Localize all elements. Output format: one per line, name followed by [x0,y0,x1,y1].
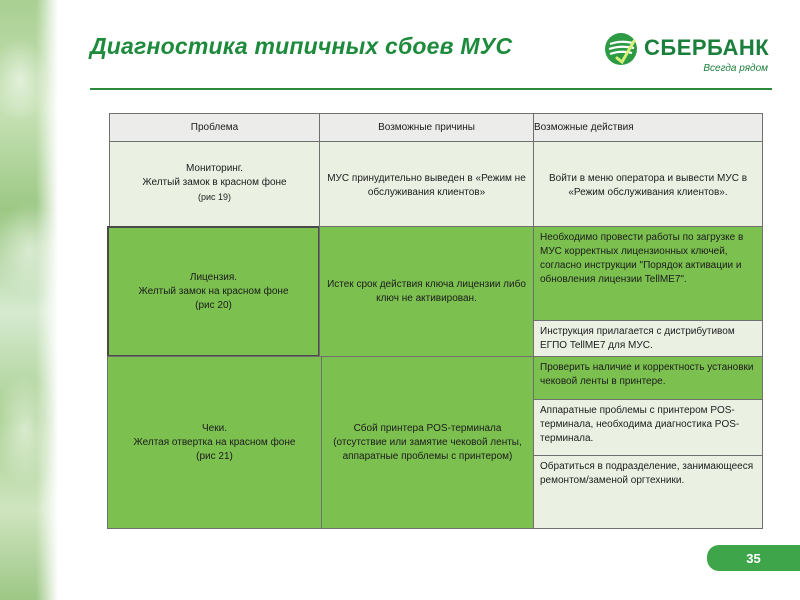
logo-slogan: Всегда рядом [703,63,768,74]
page-number-badge [707,545,800,571]
sberbank-logo [604,32,774,80]
row3-action-3-text: Обратиться в подразделение, занимающееся ремонтом/заменой оргтехники. [540,461,754,486]
header-problem-label: Проблема [190,121,239,133]
row2-action-1-text: Необходимо провести работы по загрузке в МУС корректных лицензионных ключей, согласно инструкции "Порядок активации и обновления лицензии TellME7". [540,232,744,285]
row3-problem-line1: Чеки. [202,422,227,434]
row1-action-text: Войти в меню оператора и вывести МУС в «Режим обслуживания клиентов». [548,173,748,198]
row3-action-1-text: Проверить наличие и корректность установки чековой ленты в принтере. [540,362,754,387]
row1-action [533,141,763,227]
decorative-side-image [0,0,58,600]
title-divider [90,88,772,90]
logo-name: СБЕРБАНК [644,35,770,60]
header-causes-label: Возможные причины [378,121,475,133]
row1-cause-text: МУС принудительно выведен в «Режим не обслуживания клиентов» [327,173,526,198]
row1-problem-line1: Мониторинг. [185,163,244,174]
row3-problem-line2: Желтая отвертка на красном фоне [133,436,296,448]
row2-cause [319,226,534,357]
row2-action-1 [533,226,763,321]
row2-action-2 [533,320,763,357]
row3-problem-line3: (рис 21) [196,450,233,462]
row2-action-2-text: Инструкция прилагается с дистрибутивом ЕГПО TellME7 для МУС. [540,326,735,351]
header-actions [533,113,763,142]
row3-action-2 [533,399,763,456]
row1-problem [109,141,320,227]
row1-problem-line2: Желтый замок в красном фоне [142,177,287,188]
row2-problem [107,226,320,357]
header-causes [319,113,534,142]
row3-action-2-text: Аппаратные проблемы с принтером POS-терминала, необходима диагностика POS-терминала. [540,405,740,444]
header-actions-label: Возможные действия [534,121,634,133]
row2-problem-line2: Желтый замок на красном фоне [138,285,289,297]
row2-cause-text: Истек срок действия ключа лицензии либо ключ не активирован. [327,278,526,304]
row3-cause [321,356,534,529]
row3-cause-text: Сбой принтера POS-терминала (отсутствие или замятие чековой ленты, аппаратные проблемы с принтером) [333,422,522,462]
row1-cause [319,141,534,227]
row3-action-1 [533,356,763,400]
row3-action-3 [533,455,763,529]
slide-title: Диагностика типичных сбоев МУС [90,33,513,59]
row2-problem-line1: Лицензия. [189,271,238,283]
header-problem [109,113,320,142]
page-number: 35 [746,550,761,566]
row2-problem-line3: (рис 20) [195,299,232,311]
row3-problem [107,356,322,529]
sberbank-logo-icon [604,32,638,66]
row1-problem-line3: (рис 19) [197,192,232,202]
